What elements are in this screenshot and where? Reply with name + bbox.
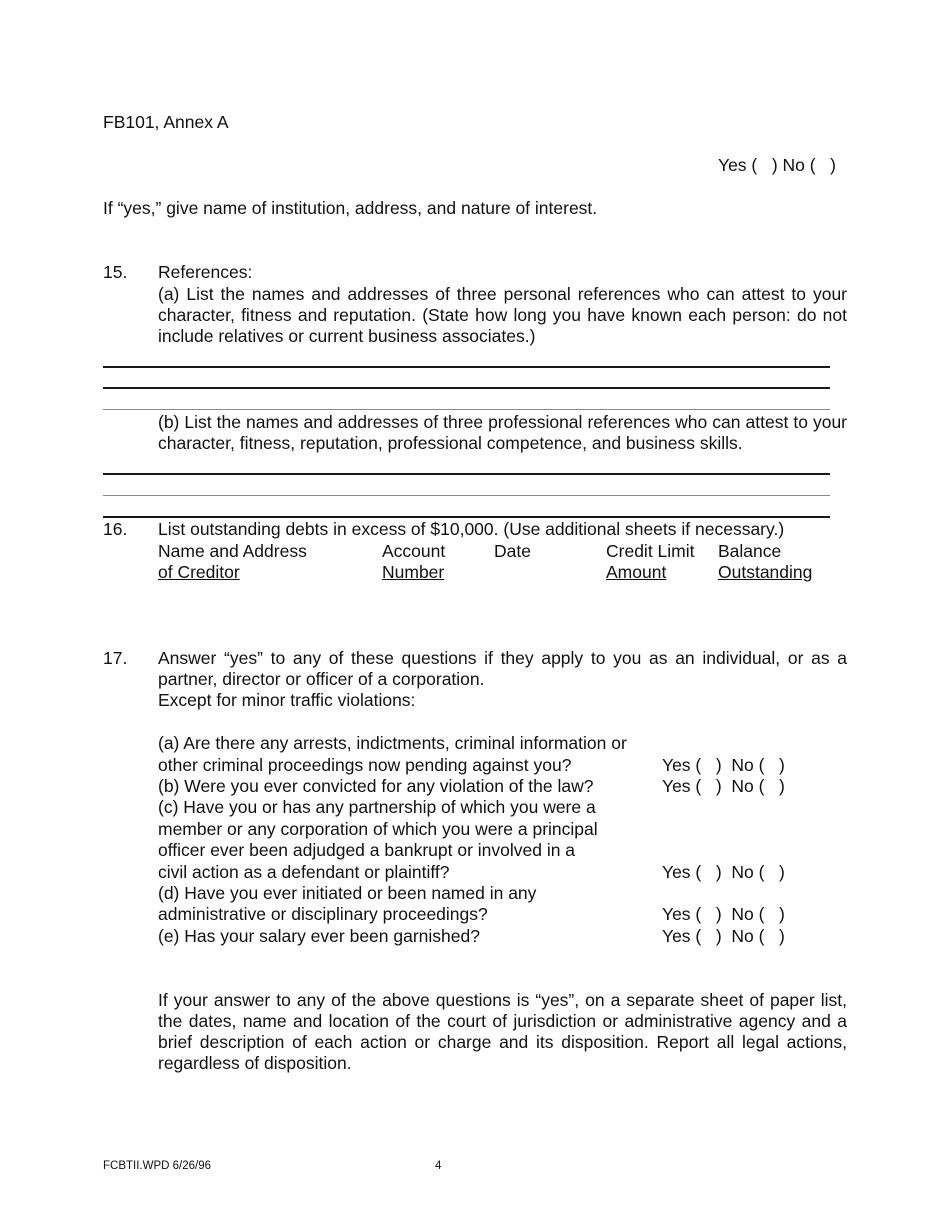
col-credit-limit-header: Credit Limit [606, 541, 695, 561]
question-c-line-1: (c) Have you or has any partnership of which you were a [158, 797, 596, 817]
question-d-answer[interactable]: Yes ( ) No ( ) [662, 904, 785, 924]
section-15-title: References: [158, 262, 253, 282]
question-a-line-1: (a) Are there any arrests, indictments, criminal information or [158, 733, 627, 753]
question-b-line-1: (b) Were you ever convicted for any violation of the law? [158, 776, 594, 796]
reference-b-line-1[interactable] [103, 473, 830, 475]
reference-a-line-3[interactable] [103, 409, 830, 410]
question-c-line-4: civil action as a defendant or plaintiff? [158, 862, 450, 882]
question-e-line-1: (e) Has your salary ever been garnished? [158, 926, 480, 946]
section-15-number: 15. [103, 262, 128, 282]
col-creditor-header: Name and Address [158, 541, 307, 561]
question-e-answer[interactable]: Yes ( ) No ( ) [662, 926, 785, 946]
section-17-intro-line-3: Except for minor traffic violations: [158, 690, 416, 710]
question-d-line-2: administrative or disciplinary proceedings? [158, 904, 488, 924]
col-balance-subheader: Outstanding [718, 562, 813, 582]
reference-b-line-2[interactable] [103, 495, 830, 496]
section-15-part-b: (b) List the names and addresses of three professional references who can attest to your character, fitness, reputation, professional competence, and business skills. [158, 412, 847, 453]
reference-a-line-1[interactable] [103, 366, 830, 368]
question-c-line-3: officer ever been adjudged a bankrupt or involved in a [158, 840, 576, 860]
section-17-number: 17. [103, 648, 128, 668]
section-17-intro-line-2: partner, director or officer of a corporation. [158, 669, 485, 689]
question-b-answer[interactable]: Yes ( ) No ( ) [662, 776, 785, 796]
col-date-header: Date [494, 541, 531, 561]
section-17-closing-instruction: If your answer to any of the above questions is “yes”, on a separate sheet of paper list, the dates, name and location of the court of jurisdiction or administrative agency and a brief description of each action or charge and its disposition. Report all legal actions, regardless of disposition. [158, 990, 847, 1073]
section-17-intro-line-1: Answer “yes” to any of these questions if they apply to you as an individual, or as a [158, 648, 847, 668]
question-d-line-1: (d) Have you ever initiated or been named in any [158, 883, 537, 903]
reference-a-line-2[interactable] [103, 387, 830, 389]
col-account-subheader: Number [382, 562, 445, 582]
if-yes-instruction: If “yes,” give name of institution, address, and nature of interest. [103, 198, 598, 218]
question-c-answer[interactable]: Yes ( ) No ( ) [662, 862, 785, 882]
question-c-line-2: member or any corporation of which you were a principal [158, 819, 598, 839]
section-15-part-a: (a) List the names and addresses of three personal references who can attest to your character, fitness and reputation. (State how long you have known each person: do not include relatives or current business associates.) [158, 284, 847, 346]
top-yes-no-answer[interactable]: Yes ( ) No ( ) [718, 155, 836, 175]
col-balance-header: Balance [718, 541, 782, 561]
section-16-number: 16. [103, 519, 128, 539]
footer-file-id: FCBTII.WPD 6/26/96 [103, 1160, 212, 1172]
question-a-answer[interactable]: Yes ( ) No ( ) [662, 755, 785, 775]
reference-b-line-3[interactable] [103, 516, 830, 518]
question-a-line-2: other criminal proceedings now pending against you? [158, 755, 572, 775]
col-account-header: Account [382, 541, 446, 561]
footer-page-number: 4 [435, 1160, 442, 1172]
col-credit-limit-subheader: Amount [606, 562, 667, 582]
col-creditor-subheader: of Creditor [158, 562, 240, 582]
form-id: FB101, Annex A [103, 112, 229, 132]
section-16-text: List outstanding debts in excess of $10,000. (Use additional sheets if necessary.) [158, 519, 785, 539]
